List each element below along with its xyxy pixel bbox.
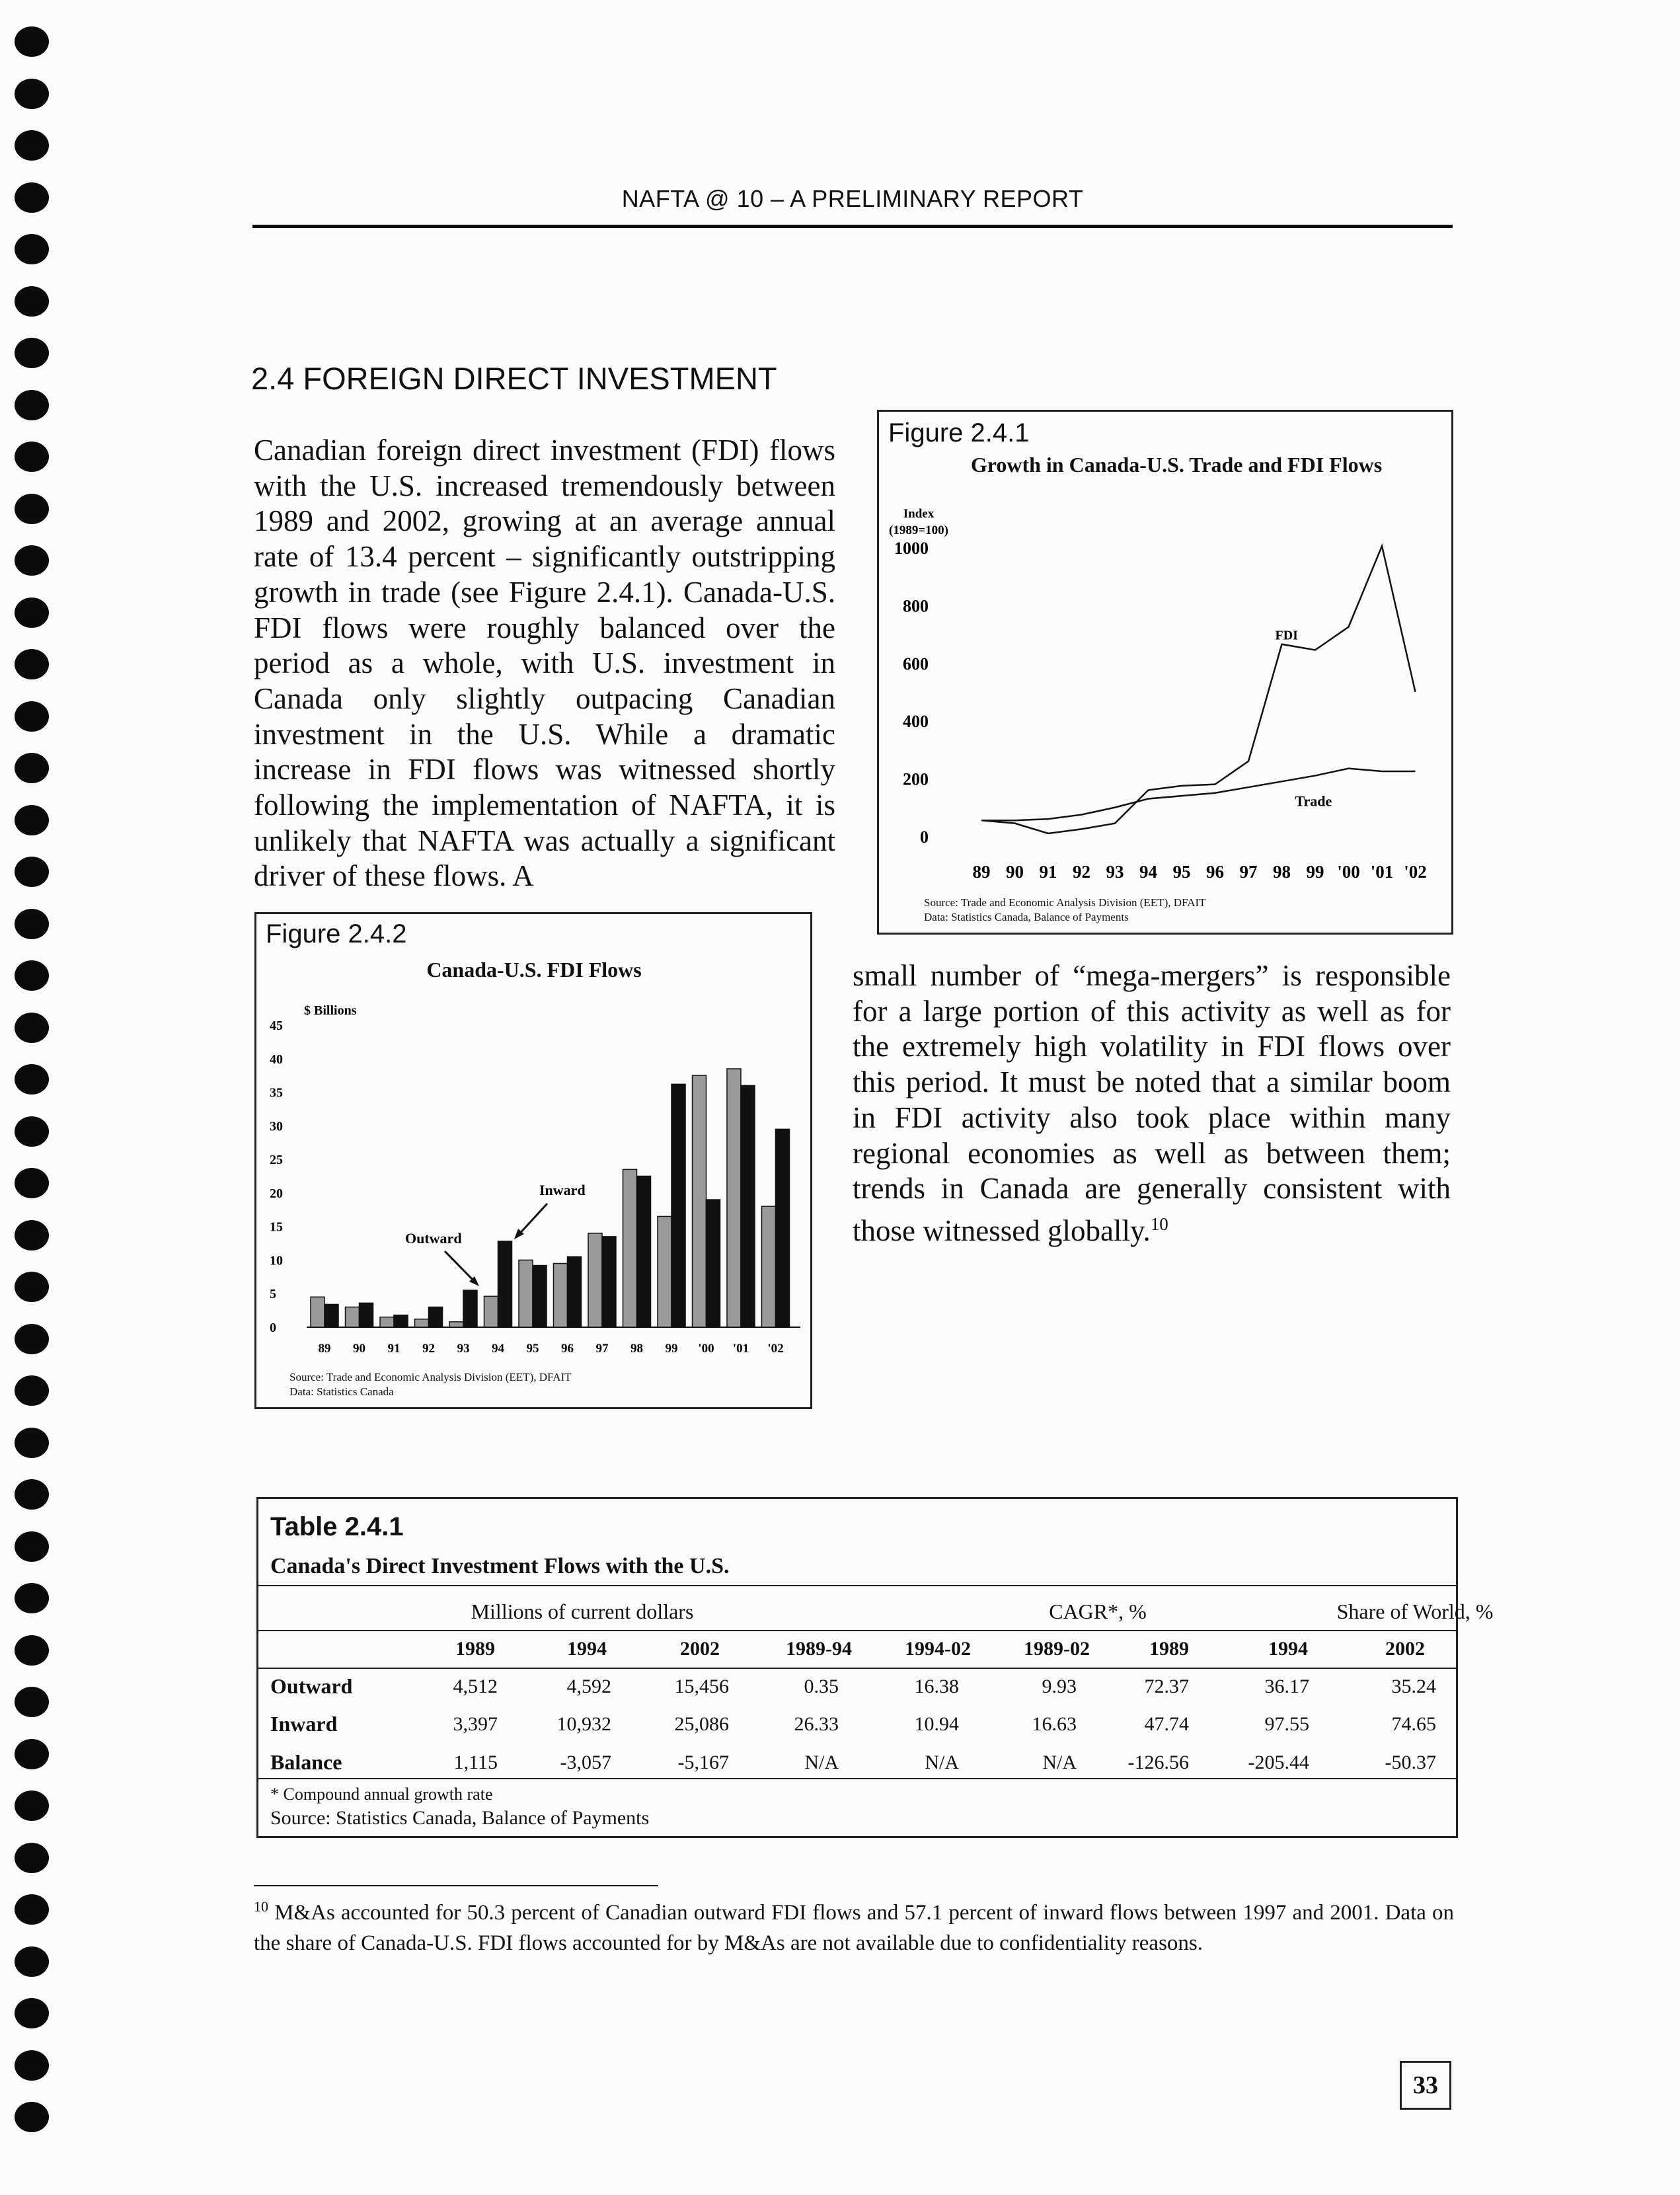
bar-outward [658, 1216, 671, 1327]
x-tick-label: 90 [1006, 862, 1024, 882]
table-cell: 9.93 [1042, 1675, 1077, 1697]
figure-title: Canada-U.S. FDI Flows [426, 958, 642, 982]
binder-hole [15, 1272, 49, 1302]
x-tick-label: 95 [1172, 862, 1191, 882]
annotation-arrow [445, 1251, 476, 1283]
table-cell: 4,592 [566, 1675, 611, 1697]
binder-hole [15, 1998, 49, 2028]
figure-source [289, 1370, 572, 1399]
binder-hole [15, 2102, 49, 2132]
row-label: Balance [270, 1750, 342, 1774]
column-header: 1994-02 [905, 1638, 971, 1660]
table-rule [258, 1778, 1456, 1779]
x-tick-label: 96 [1206, 862, 1224, 882]
bar-inward [360, 1303, 373, 1327]
bar-outward [484, 1296, 498, 1327]
binder-holes [15, 26, 54, 2181]
bar-inward [741, 1085, 755, 1327]
table-2-4-1 [256, 1497, 1494, 1838]
x-tick-label: 89 [318, 1342, 331, 1356]
table-note: * Compound annual growth rate [270, 1785, 493, 1804]
footnote-rule [254, 1885, 658, 1886]
table-rule [258, 1585, 1456, 1586]
bar-inward [568, 1256, 582, 1327]
bar-outward [693, 1075, 706, 1327]
footnote-text: M&As accounted for 50.3 percent of Canadian outward FDI flows and 57.1 percent of inward flows between 1997 and 2001. Data on the share of Canada-U.S. FDI flows accounted for by M&As are not available due to confidentiality reasons. [254, 1901, 1454, 1955]
x-tick-label: 95 [526, 1342, 539, 1356]
y-tick-label: 30 [270, 1119, 283, 1134]
table-cell: 3,397 [453, 1713, 498, 1735]
binder-hole [15, 182, 49, 213]
x-tick-label: '01 [732, 1342, 749, 1356]
table-cell: -126.56 [1127, 1752, 1189, 1773]
source-line: Source: Trade and Economic Analysis Division (EET), DFAIT [924, 896, 1206, 909]
binder-hole [15, 1116, 49, 1147]
table-cell: 26.33 [794, 1713, 839, 1735]
binder-hole [15, 79, 49, 109]
binder-hole [15, 1946, 49, 1977]
x-tick-label: 93 [457, 1342, 470, 1356]
binder-hole [15, 1013, 49, 1043]
line-chart [879, 412, 1451, 933]
table-cell: 47.74 [1144, 1713, 1189, 1735]
bar-inward [463, 1290, 477, 1327]
x-tick-label: '00 [1337, 862, 1360, 882]
figure-source [924, 896, 1206, 925]
binder-hole [15, 1479, 49, 1510]
binder-hole [15, 1375, 49, 1406]
column-header: 1989 [455, 1638, 495, 1660]
table-cell: -3,057 [560, 1752, 611, 1773]
bar-inward [637, 1176, 651, 1328]
binder-hole [15, 286, 49, 317]
x-tick-label: 98 [1273, 862, 1291, 882]
figure-label: Figure 2.4.1 [888, 418, 1030, 447]
bar-inward [429, 1307, 443, 1327]
column-header: 1989-94 [786, 1638, 852, 1660]
table-cell: 16.38 [914, 1675, 959, 1697]
binder-hole [15, 390, 49, 420]
binder-hole [15, 2050, 49, 2081]
bar-outward [346, 1307, 360, 1327]
table-label: Table 2.4.1 [270, 1512, 404, 1541]
bar-inward [533, 1266, 547, 1327]
y-tick-label: 10 [270, 1253, 283, 1268]
x-tick-label: '02 [1404, 862, 1427, 882]
bar-outward [415, 1319, 429, 1327]
y-tick-label: 45 [270, 1019, 283, 1033]
x-tick-label: '00 [698, 1342, 714, 1356]
table-cell: 10.94 [914, 1713, 959, 1735]
binder-hole [15, 1687, 49, 1717]
x-tick-label: 94 [1139, 862, 1157, 882]
column-header: 2002 [1385, 1638, 1425, 1660]
binder-hole [15, 442, 49, 472]
table-rule [258, 1668, 1456, 1669]
binder-hole [15, 338, 49, 368]
binder-hole [15, 545, 49, 576]
group-header-share: Share of World, % [1336, 1599, 1494, 1623]
y-tick-label: 25 [270, 1153, 283, 1168]
table-cell: 36.17 [1264, 1675, 1309, 1697]
bar-inward [498, 1241, 512, 1327]
table-cell: 0.35 [804, 1675, 839, 1697]
x-tick-label: 89 [972, 862, 991, 882]
x-tick-label: 90 [353, 1342, 365, 1356]
y-axis-title: (1989=100) [889, 523, 948, 537]
y-tick-label: 35 [270, 1085, 283, 1100]
data-line: Data: Statistics Canada [289, 1385, 394, 1398]
table-cell: -5,167 [677, 1752, 729, 1773]
x-tick-label: 97 [1239, 862, 1258, 882]
x-tick-label: '02 [767, 1342, 784, 1356]
group-header-cagr: CAGR*, % [1049, 1599, 1147, 1623]
body-paragraph-right [853, 958, 1451, 1249]
x-tick-label: 98 [630, 1342, 643, 1356]
x-tick-label: 91 [387, 1342, 401, 1356]
table-cell: N/A [804, 1752, 839, 1773]
y-tick-label: 5 [270, 1287, 276, 1302]
binder-hole [15, 649, 49, 679]
bar-outward [554, 1264, 568, 1327]
binder-hole [15, 1064, 49, 1095]
x-tick-label: 94 [492, 1342, 504, 1356]
x-tick-label: 92 [422, 1342, 435, 1356]
table-source: Source: Statistics Canada, Balance of Payments [270, 1807, 650, 1829]
data-line: Data: Statistics Canada, Balance of Payments [924, 911, 1129, 923]
table-rule [258, 1630, 1456, 1631]
y-tick-label: 15 [270, 1219, 283, 1235]
section-title: 2.4 FOREIGN DIRECT INVESTMENT [251, 361, 777, 396]
x-tick-label: '01 [1370, 862, 1394, 882]
column-header: 2002 [680, 1638, 720, 1660]
body-paragraph-left: Canadian foreign direct investment (FDI) flows with the U.S. increased tremendously between 1989 and 2002, growing at an average annual rate of 13.4 percent – significantly outstripping growth in trade (see Figure 2.4.1). Canada-U.S. FDI flows were roughly balanced over the period as a whole, with U.S. investment in Canada only slightly outpacing Canadian investment in the U.S. While a dramatic increase in FDI flows was witnessed shortly following the implementation of NAFTA, it is unlikely that NAFTA was actually a significant driver of these flows. A [254, 434, 835, 893]
binder-hole [15, 1843, 49, 1873]
footnote-number: 10 [254, 1898, 268, 1915]
binder-hole [15, 1583, 49, 1613]
x-tick-label: 99 [665, 1342, 678, 1356]
series-label-fdi: FDI [1275, 628, 1298, 643]
binder-hole [15, 857, 49, 887]
source-line: Source: Trade and Economic Analysis Division (EET), DFAIT [289, 1371, 572, 1383]
bar-outward [311, 1297, 325, 1327]
y-tick-label: 1000 [894, 539, 929, 558]
footnote [254, 1892, 1454, 1958]
binder-hole [15, 597, 49, 628]
table-cell: N/A [1042, 1752, 1077, 1773]
header-rule [252, 225, 1453, 228]
bar-inward [706, 1200, 720, 1327]
x-tick-label: 93 [1106, 862, 1124, 882]
bar-inward [671, 1084, 685, 1327]
table-cell: 25,086 [674, 1713, 729, 1735]
y-axis-title: $ Billions [304, 1003, 357, 1018]
bar-chart [256, 914, 810, 1407]
binder-hole [15, 1894, 49, 1925]
annotation-arrow [517, 1204, 547, 1236]
binder-hole [15, 753, 49, 783]
x-tick-label: 92 [1073, 862, 1090, 882]
row-label: Inward [270, 1712, 338, 1736]
table-cell: -205.44 [1248, 1752, 1309, 1773]
column-header: 1989 [1149, 1638, 1189, 1660]
table-cell: 1,115 [453, 1752, 498, 1773]
table-title: Canada's Direct Investment Flows with the U.S. [270, 1554, 730, 1578]
binder-hole [15, 1531, 49, 1562]
y-tick-label: 0 [270, 1321, 276, 1335]
binder-hole [15, 909, 49, 939]
series-line-fdi [981, 546, 1416, 833]
binder-hole [15, 1739, 49, 1769]
table-cell: -50.37 [1385, 1752, 1436, 1773]
y-axis-title: Index [903, 507, 935, 521]
binder-hole [15, 1791, 49, 1821]
bar-outward [623, 1169, 637, 1327]
binder-hole [15, 494, 49, 524]
table-cell: 35.24 [1391, 1675, 1436, 1697]
y-tick-label: 200 [903, 769, 929, 789]
binder-hole [15, 1635, 49, 1666]
y-tick-label: 800 [903, 596, 929, 616]
row-label: Outward [270, 1674, 353, 1698]
series-label-trade: Trade [1295, 792, 1332, 810]
bar-inward [602, 1237, 616, 1327]
bar-inward [394, 1315, 408, 1327]
figure-2-4-1 [877, 410, 1453, 935]
binder-hole [15, 26, 49, 57]
x-tick-label: 96 [561, 1342, 574, 1356]
binder-hole [15, 701, 49, 732]
y-tick-label: 400 [903, 712, 929, 732]
body-paragraph-right-text: small number of “mega-mergers” is responsible for a large portion of this activity as well as for the extremely high volatility in FDI flows over this period. It must be noted that a similar boom in FDI activity also took place within many regional economies as well as between them; trends in Canada are generally consistent with those witnessed globally. [853, 959, 1451, 1247]
bar-outward [519, 1260, 533, 1327]
table-cell: 16.63 [1032, 1713, 1077, 1735]
figure-title: Growth in Canada-U.S. Trade and FDI Flows [970, 453, 1383, 477]
figure-2-4-2 [254, 912, 812, 1409]
binder-hole [15, 805, 49, 835]
page-number: 33 [1400, 2061, 1451, 2110]
table-cell: 15,456 [674, 1675, 729, 1697]
y-tick-label: 20 [270, 1186, 283, 1201]
group-header-millions: Millions of current dollars [471, 1599, 694, 1623]
y-tick-label: 600 [903, 654, 929, 674]
x-tick-label: 91 [1039, 862, 1057, 882]
bar-inward [776, 1129, 790, 1327]
table-cell: 97.55 [1264, 1713, 1309, 1735]
table-cell: 10,932 [556, 1713, 611, 1735]
bar-outward [380, 1317, 394, 1327]
binder-hole [15, 130, 49, 161]
binder-hole [15, 960, 49, 991]
x-tick-label: 97 [595, 1342, 609, 1356]
table-cell: N/A [925, 1752, 959, 1773]
bar-outward [727, 1069, 741, 1327]
figure-label: Figure 2.4.2 [266, 919, 407, 948]
column-header: 1989-02 [1024, 1638, 1090, 1660]
bar-outward [762, 1206, 776, 1327]
binder-hole [15, 1428, 49, 1458]
binder-hole [15, 1220, 49, 1251]
series-line-trade [981, 769, 1416, 821]
running-head: NAFTA @ 10 – A PRELIMINARY REPORT [621, 185, 1084, 212]
bar-inward [325, 1304, 338, 1327]
column-header: 1994 [1268, 1638, 1308, 1660]
binder-hole [15, 1324, 49, 1354]
table-cell: 74.65 [1391, 1713, 1436, 1735]
y-tick-label: 40 [270, 1052, 283, 1067]
bar-outward [449, 1322, 463, 1327]
x-tick-label: 99 [1306, 862, 1324, 882]
y-tick-label: 0 [920, 828, 929, 847]
table-cell: 72.37 [1144, 1675, 1189, 1697]
annotation-inward: Inward [539, 1182, 586, 1198]
binder-hole [15, 1168, 49, 1198]
table-cell: 4,512 [453, 1675, 498, 1697]
bar-outward [588, 1233, 602, 1327]
binder-hole [15, 234, 49, 264]
column-header: 1994 [567, 1638, 607, 1660]
annotation-outward: Outward [405, 1230, 462, 1247]
footnote-ref: 10 [1150, 1213, 1168, 1234]
